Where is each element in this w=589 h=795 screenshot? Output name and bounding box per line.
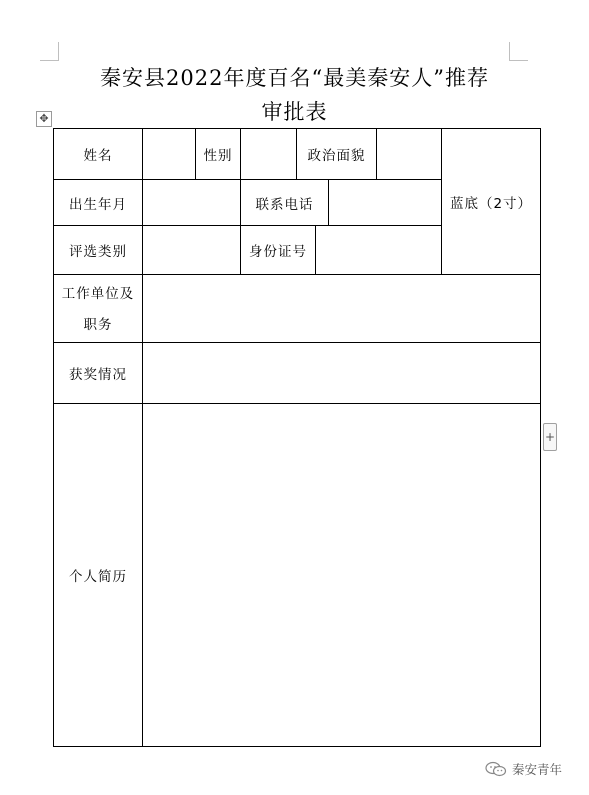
birth-date-field[interactable] — [142, 179, 241, 226]
watermark-text: 秦安青年 — [512, 762, 563, 777]
category-field[interactable] — [142, 225, 241, 275]
add-column-plus-icon[interactable]: + — [543, 423, 557, 451]
id-number-field[interactable] — [315, 225, 442, 275]
name-label: 姓名 — [53, 128, 143, 180]
awards-label: 获奖情况 — [53, 342, 143, 404]
workplace-position-field[interactable] — [142, 274, 541, 343]
workplace-position-label: 工作单位及 职务 — [53, 274, 143, 343]
watermark — [485, 760, 562, 778]
gender-label: 性别 — [195, 128, 241, 180]
table-move-handle-icon[interactable]: ✥ — [36, 111, 52, 127]
wechat-icon — [485, 761, 507, 777]
document-title-line1: 秦安县2022年度百名“最美秦安人”推荐 — [100, 66, 489, 90]
page-corner-top-right — [509, 42, 528, 61]
category-label: 评选类别 — [53, 225, 143, 275]
phone-field[interactable] — [328, 179, 442, 226]
gender-field[interactable] — [240, 128, 297, 180]
document-title-line2: 审批表 — [261, 100, 328, 124]
awards-field[interactable] — [142, 342, 541, 404]
birth-date-label: 出生年月 — [53, 179, 143, 226]
approval-form-table — [53, 128, 541, 747]
photo-placeholder[interactable]: 蓝底（2寸） — [441, 128, 541, 275]
phone-label: 联系电话 — [240, 179, 329, 226]
political-status-field[interactable] — [376, 128, 442, 180]
political-status-label: 政治面貌 — [296, 128, 377, 180]
name-field[interactable] — [142, 128, 196, 180]
resume-field[interactable] — [142, 403, 541, 747]
resume-label: 个人简历 — [53, 403, 143, 747]
page-corner-top-left — [40, 42, 59, 61]
id-number-label: 身份证号 — [240, 225, 316, 275]
